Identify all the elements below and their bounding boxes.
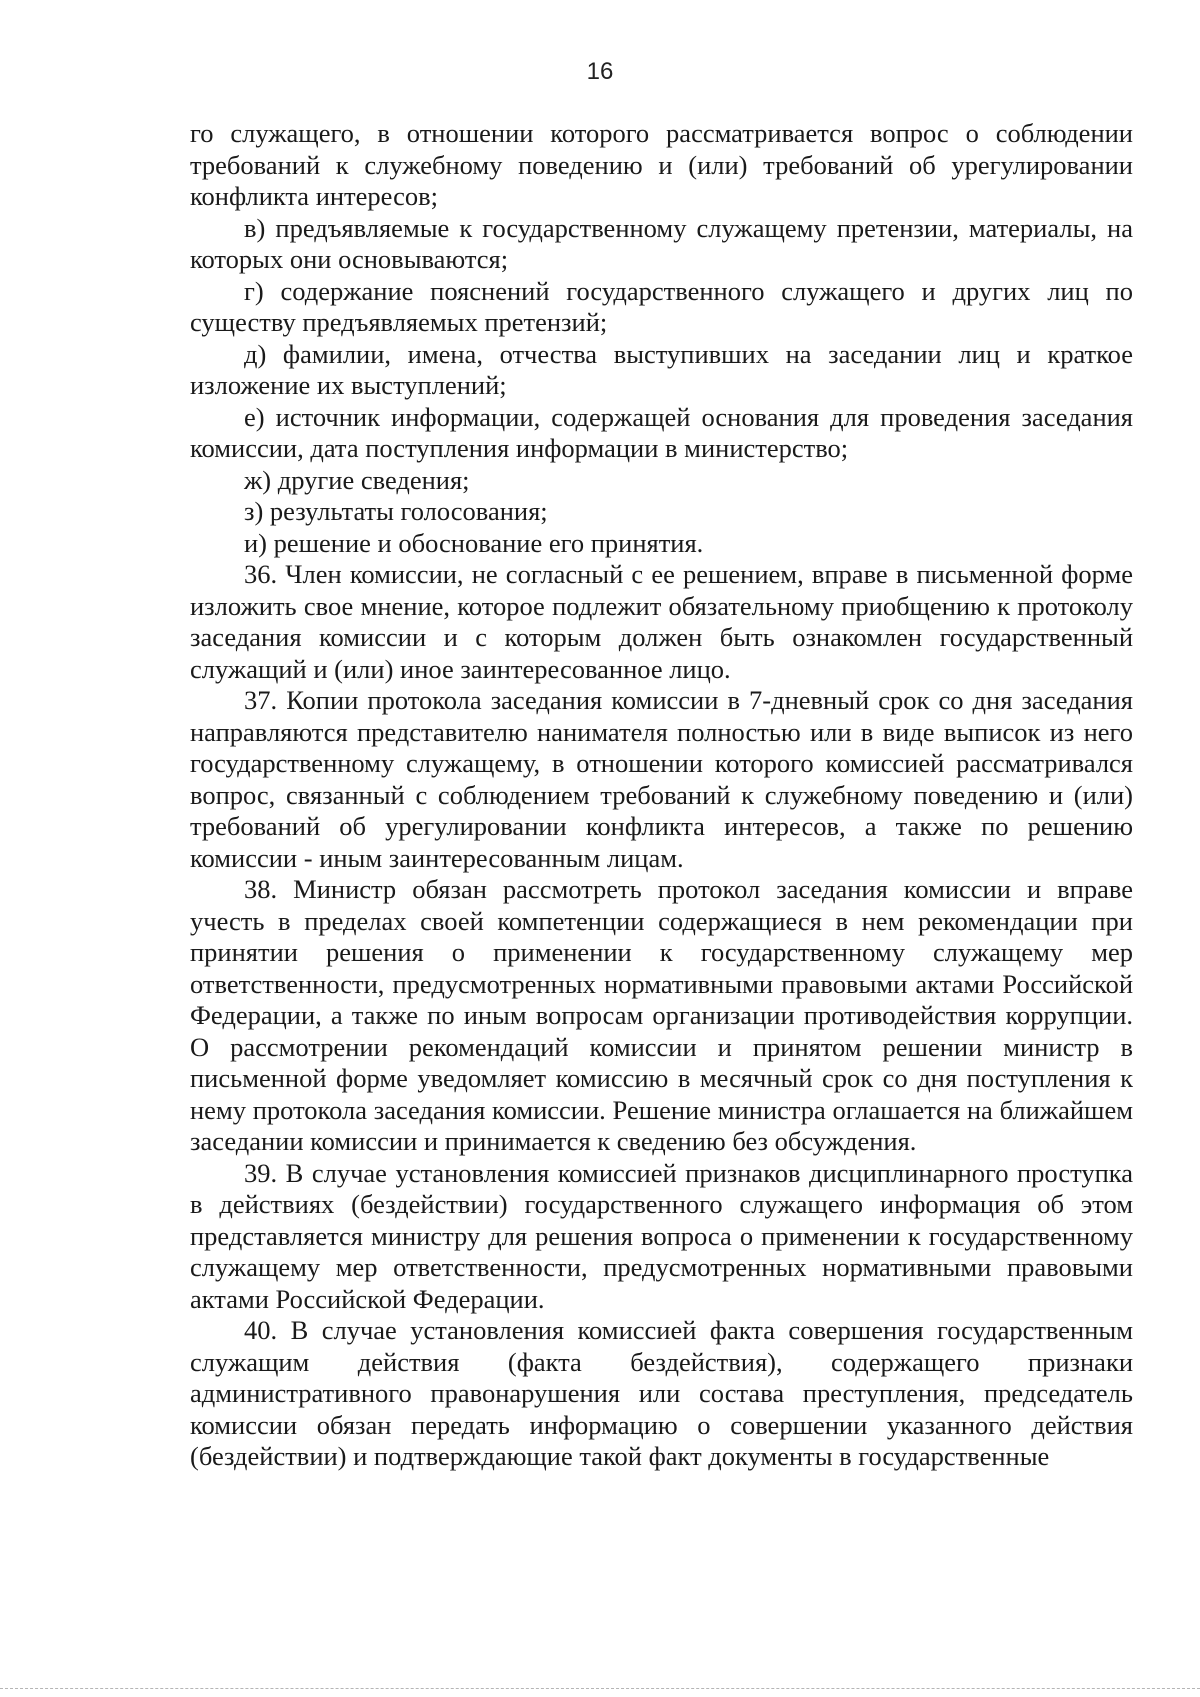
paragraph-item-g: г) содержание пояснений государственного служащего и других лиц по существу предъявляемых претензий; (190, 275, 1133, 337)
paragraph-item-z: з) результаты голосования; (244, 496, 548, 526)
paragraph-item-i: и) решение и обоснование его принятия. (244, 527, 704, 558)
paragraph-clause-39: 39. В случае установления комиссией признаков дисциплинарного проступка в действиях (бездействии) государственного служащего информация об этом представляется министру для решения вопроса о применении к государственному служащему мер ответственности, предусмотренных нормативными правовыми актами Российской Федерации. (190, 1157, 1133, 1314)
paragraph-item-d: д) фамилии, имена, отчества выступивших на заседании лиц и краткое изложение их выступлений; (190, 338, 1133, 400)
paragraph-item-zh: ж) другие сведения; (244, 464, 470, 495)
paragraph-clause-38: 38. Министр обязан рассмотреть протокол заседания комиссии и вправе учесть в пределах своей компетенции содержащиеся в нем рекомендации при принятии решения о применении к государственному служащему мер ответственности, предусмотренных нормативными правовыми актами Российской Федерации, а также по иным вопросам организации противодействия коррупции. О рассмотрении рекомендаций комиссии и принятом решении министр в письменной форме уведомляет комиссию в месячный срок со дня поступления к нему протокола заседания комиссии. Решение министра оглашается на ближайшем заседании комиссии и принимается к сведению без обсуждения. (190, 874, 1133, 1156)
paragraph-clause-36: 36. Член комиссии, не согласный с ее решением, вправе в письменной форме изложить свое мнение, которое подлежит обязательному приобщению к протоколу заседания комиссии и с которым должен быть ознакомлен государственный служащий и (или) иное заинтересованное лицо. (190, 559, 1133, 684)
page-number: 16 (586, 58, 614, 85)
paragraph-continuation: го служащего, в отношении которого рассматривается вопрос о соблюдении требований к служебному поведению и (или) требований об урегулировании конфликта интересов; (190, 118, 1133, 211)
document-body (190, 118, 1133, 1473)
paragraph-clause-40: 40. В случае установления комиссией факта совершения государственным служащим действия (факта бездействия), содержащего признаки административного правонарушения или состава преступления, председатель комиссии обязан передать информацию о совершении указанного действия (бездействии) и подтверждающие такой факт документы в государственные (190, 1315, 1133, 1471)
page-bottom-edge (0, 1688, 1200, 1689)
paragraph-item-e: е) источник информации, содержащей основания для проведения заседания комиссии, дата поступления информации в министерство; (190, 401, 1133, 463)
paragraph-item-v: в) предъявляемые к государственному служащему претензии, материалы, на которых они основываются; (190, 212, 1133, 274)
paragraph-clause-37: 37. Копии протокола заседания комиссии в 7-дневный срок со дня заседания направляются представителю нанимателя полностью или в виде выписок из него государственному служащему, в отношении которого комиссией рассматривался вопрос, связанный с соблюдением требований к служебному поведению и (или) требований об урегулировании конфликта интересов, а также по решению комиссии - иным заинтересованным лицам. (190, 685, 1133, 873)
